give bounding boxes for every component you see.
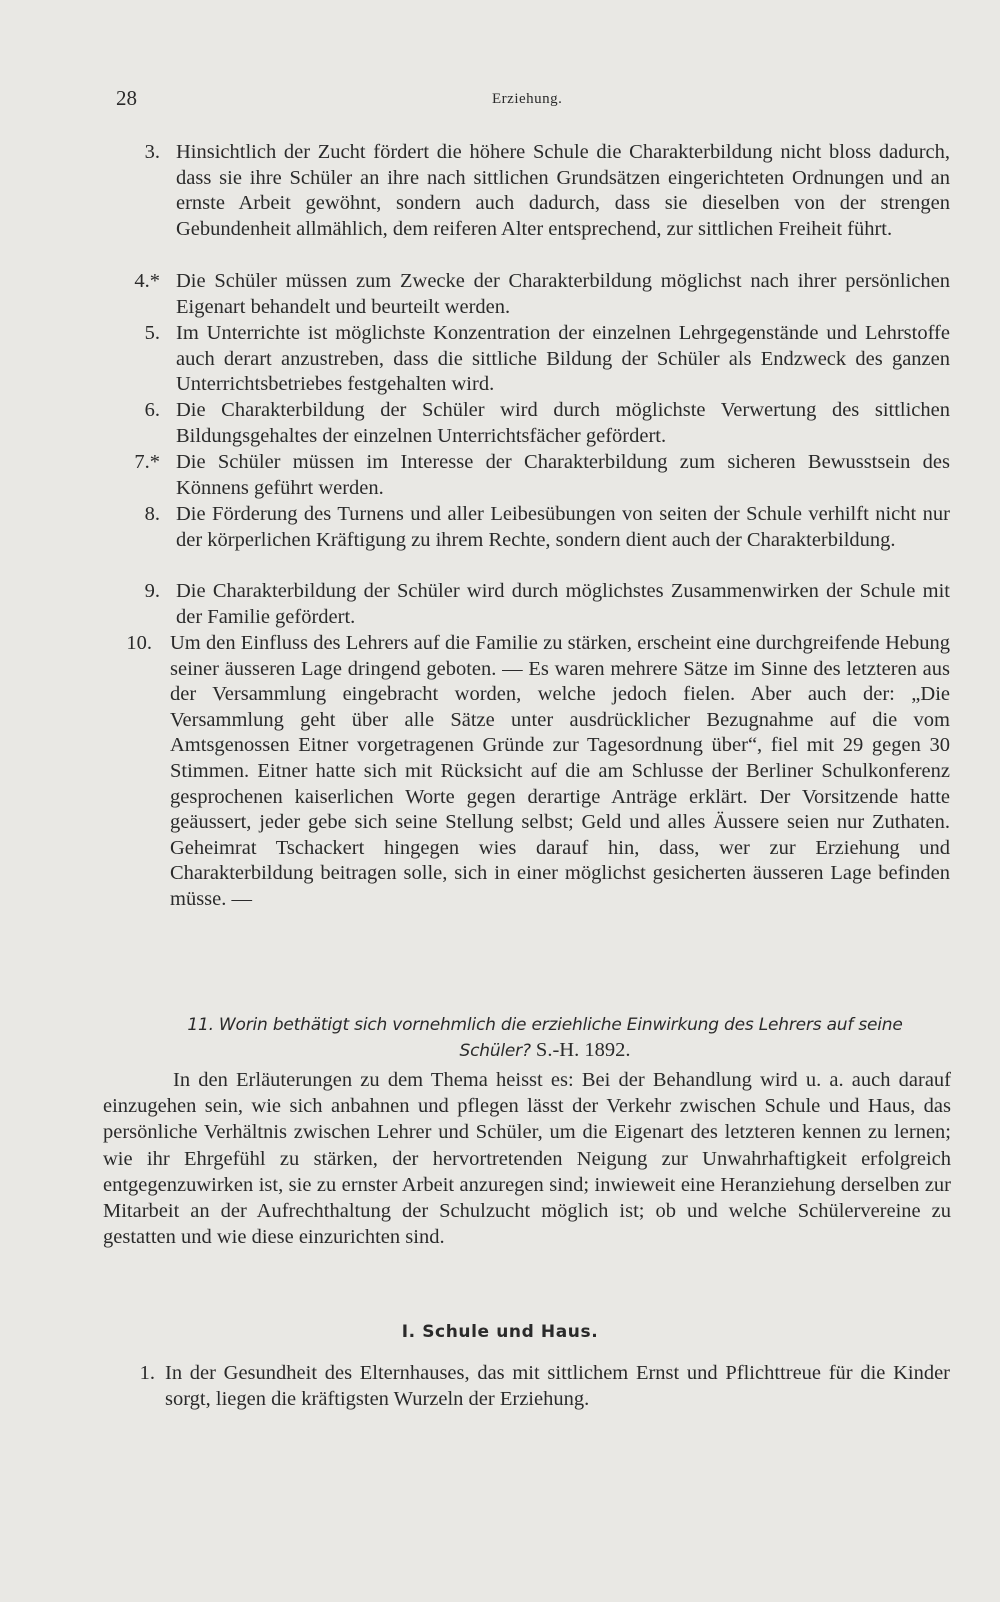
item-number: 1. [139,1362,155,1384]
item-number: 8. [144,503,160,525]
topic-source: S.-H. 1892. [535,1039,631,1061]
item-number: 4.* [134,270,160,292]
page-header [0,86,1000,116]
topic-title-line [140,1011,950,1038]
topic-title: Worin bethätigt sich vornehmlich die erziehliche Einwirkung des Lehrers auf seine [218,1015,903,1035]
topic-title-line [140,1037,950,1064]
item-text: Die Schüler müssen im Interesse der Charakterbildung zum sicheren Bewusstsein des Könnens geführt werden. [176,451,950,499]
page-number: 28 [116,86,137,110]
item-number: 5. [144,322,160,344]
body-paragraph: In den Erläuterungen zu dem Thema heisst es: Bei der Behandlung wird u. a. auch darauf einzugehen sein, wie sich anbahnen und pflegen lässt der Verkehr zwischen Schule und Haus, das persönliche Verhältnis zwischen Lehrer und Schüler, um die Eigenart des letzteren kennen zu lernen; wie ihr Ehrgefühl zu stärken, der hervortretenden Neigung zur Unwahrhaftigkeit erfolgreich entgegenzuwirken ist, sie zu ernster Arbeit anzuregen sind; inwieweit eine Heranziehung derselben zur Mitarbeit an der Aufrechthaltung der Schulzucht möglich ist; ob und welche Schülervereine zu gestatten und wie diese einzurichten sind. [103,1069,951,1249]
item-number: 6. [144,399,160,421]
item-text: Die Schüler müssen zum Zwecke der Charakterbildung möglichst nach ihrer persönlichen Eigenart behandelt und beurteilt werden. [176,270,950,318]
section-heading: I. Schule und Haus. [401,1322,599,1342]
item-number: 7.* [134,451,160,473]
item-text: Die Förderung des Turnens und aller Leibesübungen von seiten der Schule verhilft nicht nur der körperlichen Kräftigung zu ihrem Rechte, sondern dient auch der Charakterbildung. [176,503,950,551]
item-number: 3. [144,141,160,163]
topic-number: 11. [187,1015,214,1035]
item-text: Die Charakterbildung der Schüler wird durch möglichstes Zusammenwirken der Schule mit der Familie gefördert. [176,580,950,628]
item-number: 9. [144,580,160,602]
item-number: 10. [126,632,152,654]
item-text: Um den Einfluss des Lehrers auf die Familie zu stärken, erscheint eine durchgreifende Hebung seiner äusseren Lage dringend geboten. — Es waren mehrere Sätze im Sinne des letzteren aus der Versammlung eingebracht worden, welche jedoch fielen. Aber auch der: „Die Versammlung geht über alle Sätze unter ausdrücklicher Bezugnahme auf die vom Amtsgenossen Eitner vorgetragenen Gründe zur Tagesordnung über“, fiel mit 29 gegen 30 Stimmen. Eitner hatte sich mit Rücksicht auf die am Schlusse der Berliner Schulkonferenz gesprochenen kaiserlichen Worte gegen derartige Anträge erklärt. Der Vorsitzende hatte geäussert, jeder gebe sich seine Stellung selbst; Geld und alles Äussere seien nur Zuthaten. Geheimrat Tschackert hingegen wies darauf hin, dass, wer zur Erziehung und Charakterbildung beitragen solle, sich in einer möglichst gesicherten äusseren Lage befinden müsse. — [170,632,950,910]
item-text: Die Charakterbildung der Schüler wird durch möglichste Verwertung des sittlichen Bildungsgehaltes der einzelnen Unterrichtsfächer gefördert. [176,399,950,447]
topic-title: Schüler? [459,1041,531,1061]
running-head: Erziehung. [492,91,563,107]
item-text: Hinsichtlich der Zucht fördert die höhere Schule die Charakterbildung nicht bloss dadurch, dass sie ihre Schüler an ihre nach sittlichen Grundsätzen eingerichteten Ordnungen und an ernste Arbeit gewöhnt, sondern auch dadurch, dass sie dieselben von der strengen Gebundenheit allmählich, dem reiferen Alter entsprechend, zur sittlichen Freiheit führt. [176,141,950,240]
item-text: Im Unterrichte ist möglichste Konzentration der einzelnen Lehrgegenstände und Lehrstoffe auch derart anzustreben, dass die sittliche Bildung der Schüler als Endzweck des ganzen Unterrichtsbetriebes festgehalten wird. [176,322,950,396]
item-text: In der Gesundheit des Elternhauses, das mit sittlichem Ernst und Pflichttreue für die Kinder sorgt, liegen die kräftigsten Wurzeln der Erziehung. [165,1362,950,1410]
